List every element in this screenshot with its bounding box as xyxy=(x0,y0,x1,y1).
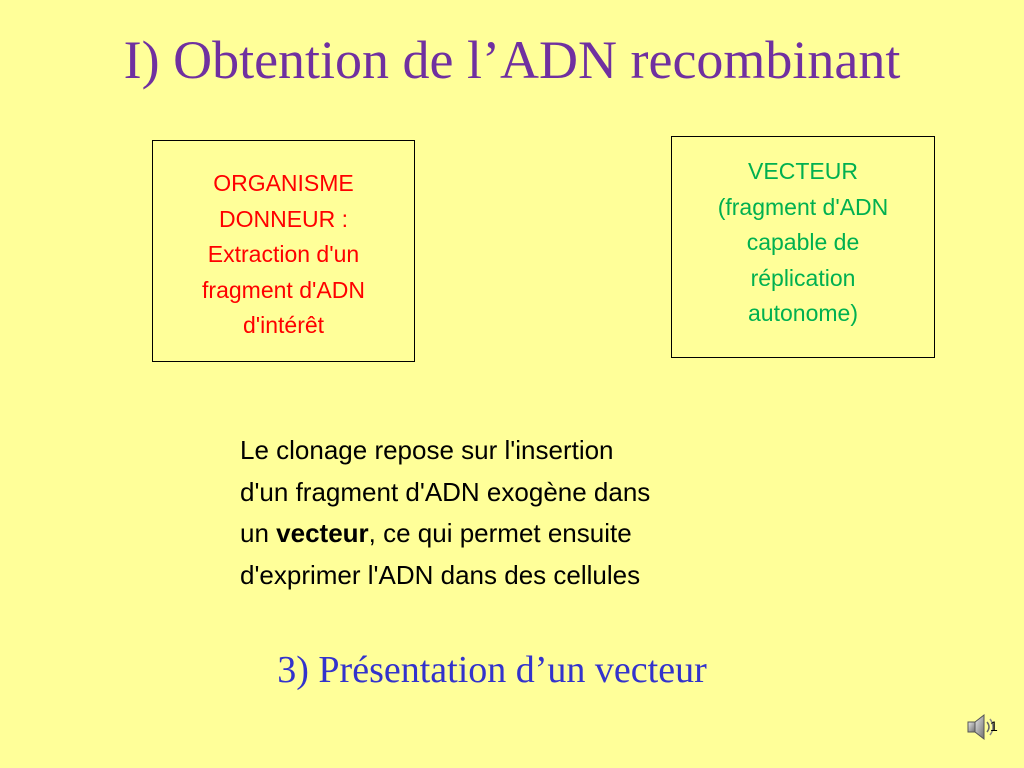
vector-box xyxy=(671,136,935,358)
body-line-4: d'exprimer l'ADN dans des cellules xyxy=(240,559,641,590)
vector-text xyxy=(718,154,889,332)
vector-line-3: capable de xyxy=(746,229,860,255)
vecteur-emphasis: vecteur xyxy=(276,518,369,548)
body-line-2: d'un fragment d'ADN exogène dans xyxy=(240,476,651,507)
donor-organism-text xyxy=(202,166,365,344)
vector-line-5: autonome) xyxy=(748,300,858,326)
vector-line-4: réplication xyxy=(750,264,856,291)
body-paragraph xyxy=(240,430,800,596)
slide-number: 1 xyxy=(990,718,998,734)
donor-line-2: DONNEUR : xyxy=(218,205,349,232)
slide-title: I) Obtention de l’ADN recombinant xyxy=(123,30,901,90)
section-subtitle: 3) Présentation d’un vecteur xyxy=(277,649,707,691)
donor-line-1: ORGANISME xyxy=(213,170,354,196)
body-line-3-start: un xyxy=(240,518,277,548)
donor-organism-box xyxy=(152,140,415,362)
donor-line-4: fragment d'ADN xyxy=(202,276,365,303)
body-line-1: Le clonage repose sur l'insertion xyxy=(240,435,614,465)
donor-line-3: Extraction d'un xyxy=(207,241,360,267)
body-line-3-end: , ce qui permet ensuite xyxy=(368,518,632,548)
donor-line-5: d'intérêt xyxy=(242,312,325,338)
body-line-3 xyxy=(240,513,800,555)
vector-line-1: VECTEUR xyxy=(748,158,858,184)
vector-line-2: (fragment d'ADN xyxy=(717,193,889,220)
